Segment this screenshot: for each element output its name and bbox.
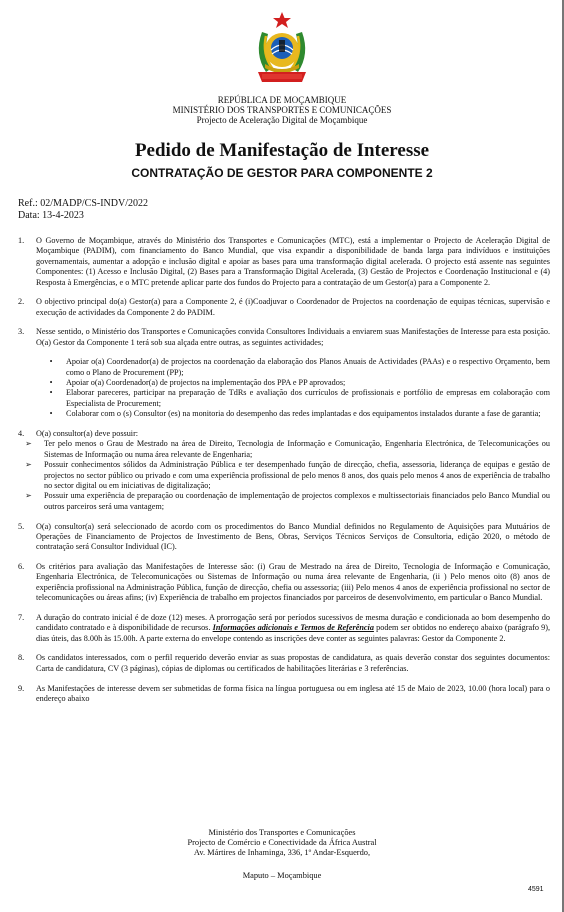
paragraph-6 [18,562,550,604]
paragraph-number: 4. [18,428,25,438]
bullet-marker: • [49,409,53,419]
list-item-text: Apoiar o(a) Coordenador(a) de projectos na implementação dos PPA e PP aprovados; [66,378,346,388]
paragraph-text: Os candidatos interessados, com o perfil requerido deverão enviar as suas propostas de candidatura, as quais deverão constar dos seguintes documentos: Carta de candidatura, CV (3 páginas), cópias de diplomas ou certificados de habilitações literárias e 3 referências. [36,653,550,673]
document-body [18,236,550,714]
paragraph-text: Os critérios para avaliação das Manifestações de Interesse são: (i) Grau de Mestrado na área de Direito, Tecnologia de Informação e Comunicação, Engenharia Electrónica, de Telecomunicações ou Sistemas de Informação ou numa área relevante de Engenharia, (ii ) Pelo menos oito (8) anos de experiência profissional na Administração Pública, função de direcção, chefia ou assessoria; (iii) Pelo menos 4 anos de experiência profissional no sector de telecomunicações ou áreas afins; (iv) Experiência de trabalho em projectos financiados por parceiros de desenvolvimento, em particular o Banco Mundial. [36,562,550,603]
terms-of-reference-emphasis: Informações adicionais e Termos de Referência [212,623,374,633]
reference-number: Ref.: 02/MADP/CS-INDV/2022 [18,198,149,209]
page-code: 4591 [528,886,544,893]
list-item-text: Possuir conhecimentos sólidos da Administração Pública e ter desempenhado função de direcção, chefia, assessoria, liderança de equipas e gestão de projectos no sector público ou privado e com uma experiência profissional de pelo menos 8 anos, dos quais pelo menos 4 anos de experiência de trabalho no sector digital ou em iniciativas de digitalização; [44,460,550,491]
arrow-bullet-icon: ➢ [25,491,32,501]
paragraph-number: 8. [18,653,25,663]
list-item-text: Ter pelo menos o Grau de Mestrado na área de Direito, Tecnologia de Informação e Comunicação, Engenharia Electrónica, de Telecomunicações ou Sistemas de Informação ou numa área relevante de Engenharia; [44,439,550,459]
paragraph-number: 7. [18,612,25,622]
paragraph-2 [18,297,550,318]
arrow-bullet-icon: ➢ [25,460,32,470]
footer-city: Maputo – Moçambique [242,871,322,880]
paragraph-5 [18,522,550,553]
arrow-bullet-icon: ➢ [25,439,32,449]
paragraph-number: 6. [18,562,25,572]
document-title: Pedido de Manifestação de Interesse [134,140,430,161]
header-ministry: MINISTÉRIO DOS TRANSPORTES E COMUNICAÇÕES [172,105,392,115]
paragraph-text: O objectivo principal do(a) Gestor(a) para a Componente 2, é (i)Coadjuvar o Coordenador de Projectos na coordenação de equipas técnicas, supervisão e execução de actividades da Componente 2 do PADIM. [36,297,550,317]
bullet-marker: • [49,378,53,388]
paragraph-number: 9. [18,683,25,693]
bullet-marker: • [49,357,53,367]
list-item-text: Elaborar pareceres, participar na preparação de TdRs e avaliação dos currículos de profissionais e portfólio de empresas em colaboração com Especialista de Procurement; [66,388,550,408]
document-date: Data: 13-4-2023 [18,210,84,221]
bullet-marker: • [49,388,53,398]
paragraph-number: 1. [18,236,25,245]
header-country: REPÚBLICA DE MOÇAMBIQUE [217,95,347,105]
paragraph-text: O(a) consultor(a) será seleccionado de acordo com os procedimentos do Banco Mundial definidos no Regulamento de Aquisições para Mutuários de Operações de Financiamento de Projectos de Investimento de Bens, Obras, Serviços Técnicos Serviços de Consultoria, edição 2020, o método de contratação será Consultor Individual (IC). [36,521,550,552]
document-subtitle: CONTRATAÇÃO DE GESTOR PARA COMPONENTE 2 [131,166,433,180]
paragraph-8 [18,653,550,674]
paragraph-number: 2. [18,297,25,307]
list-item [36,388,550,409]
footer-address-line-2: Projecto de Comércio e Conectividade da África Austral [187,838,377,847]
coat-of-arms-emblem [252,10,312,88]
paragraph-text: O Governo de Moçambique, através do Ministério dos Transportes e Comunicações (MTC), está a implementar o Projecto de Aceleração Digital de Moçambique (PADIM), com financiamento do Banco Mundial, que visa expandir a disponibilidade de banda larga para indivíduos e instituições governamentais, aumentar a adopção e inclusão digital e apoiar as bases para uma transformação digital acelerada. O projecto está assente nas seguintes Componentes: (1) Acesso e Inclusão Digital, (2) Bases para a Transformação Digital Acelerada, (3) Gestão de Projectos e Coordenação Institucional e (4) Resposta à Emergências, e o MTC pretende aplicar parte dos fundos do Projecto para a contratação de um Gestor(a) para a Componente 2. [36,236,550,287]
paragraph-9 [18,684,550,705]
footer-address-line-3: Av. Mártires de Inhaminga, 336, 1º Andar-Esquerdo, [193,848,371,857]
paragraph-3 [18,327,550,419]
list-item-text: Colaborar com o (s) Consultor (es) na monitoria do desempenho das redes implantadas e dos equipamentos instalados durante a fase de garantia; [66,409,541,419]
header-project: Projecto de Aceleração Digital de Moçambique [196,115,368,125]
list-item [36,409,550,419]
paragraph-text: As Manifestações de interesse devem ser submetidas de forma física na língua portuguesa ou em inglesa até 15 de Maio de 2023, 10.00 (hora local) para o endereço abaixo [36,683,550,703]
list-item-text: Apoiar o(a) Coordenador(a) de projectos na coordenação da elaboração dos Planos Anuais de Actividades (PAAs) e o respectivo Orçamento, bem como o Plano de Procurement (PP); [66,357,550,377]
paragraph-7 [18,613,550,644]
paragraph-text: Nesse sentido, o Ministério dos Transportes e Comunicações convida Consultores Individuais a enviarem suas Manifestações de Interesse para esta posição. O(a) Gestor da Componente 1 terá sob sua alçada entre outras, as seguintes actividades; [36,327,550,347]
list-item [18,439,550,460]
footer-address-line-1: Ministério dos Transportes e Comunicações [208,828,356,837]
list-item [36,378,550,388]
requirements-list [25,439,550,512]
list-item [18,491,550,512]
paragraph-number: 5. [18,521,25,531]
paragraph-text: A duração do contrato inicial é de doze (12) meses. A prorrogação será por períodos sucessivos de mesma duração e condicionada ao bom desempenho do candidato contratado e à disponibilidade de recursos. [36,612,550,633]
paragraph-number: 3. [18,327,25,337]
list-item [36,357,550,378]
paragraph-4 [18,429,550,512]
list-item-text: Possuir uma experiência de preparação ou coordenação de implementação de projectos complexos e multissectoriais financiados pelo Banco Mundial ou outros parceiros será uma vantagem; [44,491,550,511]
paragraph-text-continued: podem ser obtidos no endereço abaixo (parágrafo 9), dias úteis, das 8.00h às 15.00h. A parte externa do envelope contendo as inscrições deve conter as seguintes palavras: Gestor da Componente 2. [36,623,551,643]
activities-list [36,357,550,419]
paragraph-text: O(a) consultor(a) deve possuir: [36,428,139,438]
list-item [18,460,550,491]
paragraph-1 [18,236,550,288]
